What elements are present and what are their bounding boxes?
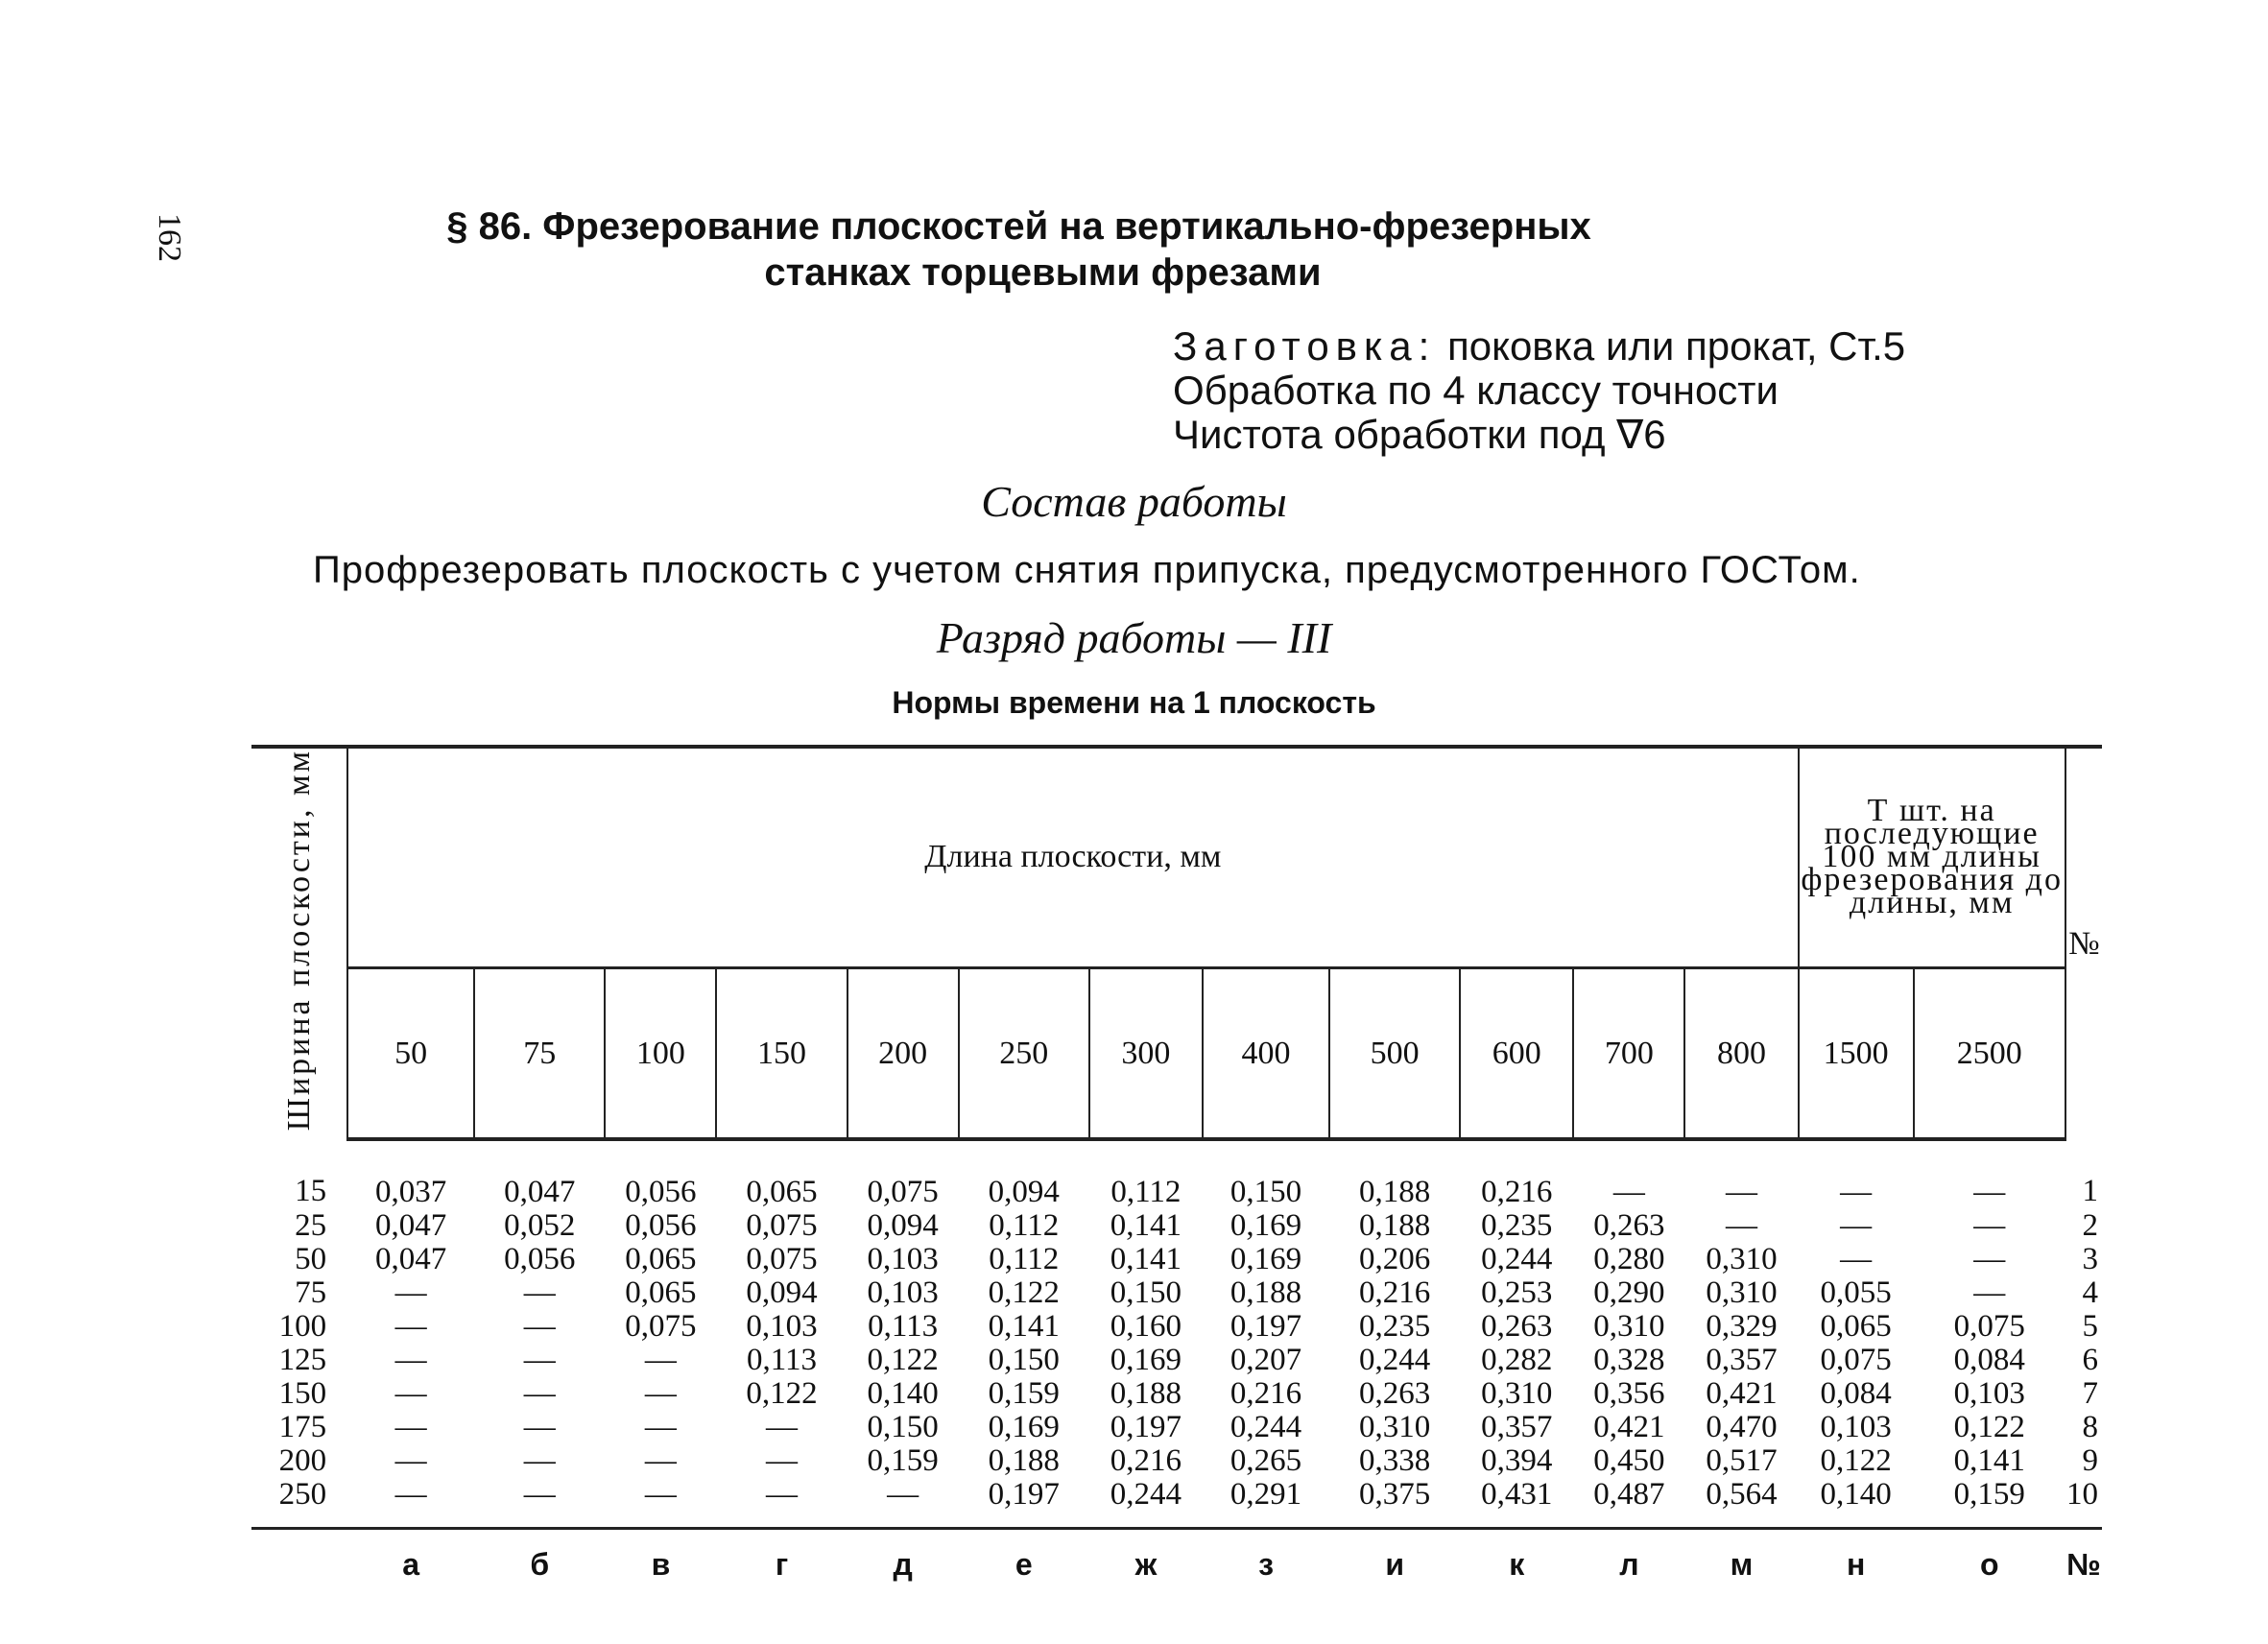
column-letter: в — [651, 1547, 671, 1583]
row-number-cell: 7 — [2082, 1376, 2098, 1412]
value-cell: 0,065 — [625, 1275, 697, 1311]
value-cell: 0,103 — [867, 1242, 939, 1277]
value-cell: — — [347, 1478, 474, 1529]
value-cell: — — [605, 1478, 716, 1529]
value-cell: 0,065 — [625, 1242, 697, 1277]
value-cell: 0,094 — [988, 1175, 1060, 1210]
value-cell: — — [644, 1443, 677, 1479]
value-cell: 0,263 — [1481, 1309, 1553, 1345]
blank-specs — [1173, 324, 1905, 457]
value-cell: 0,188 — [988, 1443, 1060, 1479]
blank-label: Заготовка: — [1173, 323, 1437, 369]
value-cell: 0,235 — [1481, 1208, 1553, 1244]
value-cell: 0,421 — [1706, 1376, 1778, 1412]
value-cell: 0,169 — [1229, 1242, 1302, 1277]
value-cell: 0,244 — [1481, 1242, 1553, 1277]
value-cell: 0,263 — [1359, 1376, 1431, 1412]
value-cell: — — [1840, 1242, 1873, 1277]
number-header: № — [2065, 747, 2102, 1139]
value-cell: 0,160 — [1110, 1309, 1182, 1345]
processing-line: Обработка по 4 классу точности — [1173, 368, 1779, 413]
table-row — [251, 1209, 2102, 1243]
value-cell: 0,122 — [1953, 1410, 2025, 1445]
value-cell: 0,169 — [988, 1410, 1060, 1445]
value-cell: — — [1973, 1242, 2006, 1277]
work-title: Состав работы — [981, 477, 1287, 526]
value-cell: 0,310 — [1593, 1309, 1665, 1345]
value-cell: 0,310 — [1706, 1275, 1778, 1311]
table-row — [251, 1243, 2102, 1276]
value-cell: 0,150 — [988, 1343, 1060, 1378]
value-cell: 0,112 — [1110, 1175, 1182, 1210]
finish-line: Чистота обработки под ∇6 — [1173, 412, 1666, 457]
value-cell: 0,216 — [1359, 1275, 1431, 1311]
length-col-header: 500 — [1329, 967, 1460, 1139]
value-cell: 0,141 — [1110, 1208, 1182, 1244]
value-cell: 0,253 — [1481, 1275, 1553, 1311]
value-cell: 0,216 — [1481, 1175, 1553, 1210]
blank-line — [1173, 324, 1905, 369]
length-col-header: 600 — [1460, 967, 1573, 1139]
length-col-header: 75 — [474, 967, 605, 1139]
value-cell: — — [1973, 1275, 2006, 1311]
column-letter: л — [1619, 1547, 1639, 1583]
row-number-cell: 5 — [2082, 1309, 2098, 1345]
value-cell: 0,122 — [746, 1376, 818, 1412]
width-cell: 50 — [295, 1242, 327, 1277]
value-cell: 0,055 — [1820, 1275, 1892, 1311]
column-letter: ж — [1134, 1547, 1158, 1583]
value-cell: — — [1840, 1175, 1873, 1210]
table-caption: Нормы времени на 1 плоскость — [892, 685, 1376, 720]
value-cell: — — [394, 1275, 427, 1311]
table-row — [251, 1377, 2102, 1411]
value-cell: — — [1973, 1208, 2006, 1244]
value-cell: 0,244 — [1359, 1343, 1431, 1378]
value-cell: 0,047 — [375, 1242, 447, 1277]
value-cell: 0,150 — [867, 1410, 939, 1445]
value-cell: 0,216 — [1110, 1443, 1182, 1479]
value-cell: 0,421 — [1593, 1410, 1665, 1445]
value-cell: 0,103 — [1820, 1410, 1892, 1445]
value-cell: 0,159 — [1914, 1478, 2065, 1529]
length-col-header: 2500 — [1914, 967, 2065, 1139]
width-cell: 125 — [278, 1343, 327, 1378]
value-cell: — — [394, 1376, 427, 1412]
column-letter: н — [1846, 1547, 1866, 1583]
value-cell: 0,075 — [746, 1242, 818, 1277]
value-cell: 0,394 — [1481, 1443, 1553, 1479]
width-cell: 175 — [278, 1410, 327, 1445]
column-letter: о — [1979, 1547, 1999, 1583]
value-cell: 0,037 — [375, 1175, 447, 1210]
length-col-header: 200 — [848, 967, 959, 1139]
value-cell: — — [766, 1443, 799, 1479]
value-cell: 0,197 — [959, 1478, 1089, 1529]
length-col-header: 100 — [605, 967, 716, 1139]
grade-title: Разряд работы — III — [936, 613, 1332, 662]
column-letter: а — [402, 1547, 420, 1583]
value-cell: 0,047 — [504, 1175, 576, 1210]
value-cell: 0,112 — [989, 1208, 1060, 1244]
width-cell: 100 — [278, 1309, 327, 1345]
value-cell: 0,140 — [1799, 1478, 1914, 1529]
value-cell: 0,159 — [988, 1376, 1060, 1412]
value-cell: 0,052 — [504, 1208, 576, 1244]
row-number-cell: 10 — [2065, 1478, 2102, 1529]
value-cell: 0,282 — [1481, 1343, 1553, 1378]
blank-value: поковка или прокат, Ст.5 — [1447, 323, 1906, 369]
value-cell: 0,188 — [1359, 1208, 1431, 1244]
value-cell: 0,150 — [1110, 1275, 1182, 1311]
width-cell: 250 — [251, 1478, 347, 1529]
value-cell: — — [394, 1343, 427, 1378]
row-number-cell: 1 — [2082, 1174, 2098, 1209]
value-cell: 0,084 — [1953, 1343, 2025, 1378]
row-number-cell: 9 — [2082, 1443, 2098, 1479]
table-row — [251, 1444, 2102, 1478]
value-cell: 0,075 — [625, 1309, 697, 1345]
length-col-header: 1500 — [1799, 967, 1914, 1139]
value-cell: 0,150 — [1229, 1175, 1302, 1210]
letters-spacer — [251, 1529, 347, 1584]
value-cell: 0,290 — [1593, 1275, 1665, 1311]
value-cell: — — [523, 1343, 556, 1378]
value-cell: 0,244 — [1089, 1478, 1203, 1529]
value-cell: 0,056 — [504, 1242, 576, 1277]
width-cell: 25 — [295, 1208, 327, 1244]
row-number-cell: 6 — [2082, 1343, 2098, 1378]
heading-line-2: станках торцевыми фрезами — [764, 251, 1322, 294]
value-cell: 0,084 — [1820, 1376, 1892, 1412]
value-cell: 0,169 — [1110, 1343, 1182, 1378]
table-row — [251, 1276, 2102, 1310]
value-cell: 0,113 — [747, 1343, 818, 1378]
value-cell: 0,357 — [1481, 1410, 1553, 1445]
column-letter: г — [775, 1547, 789, 1583]
value-cell: 0,075 — [746, 1208, 818, 1244]
column-letter: д — [893, 1547, 913, 1583]
length-col-header: 700 — [1573, 967, 1684, 1139]
width-cell: 150 — [278, 1376, 327, 1412]
value-cell: 0,075 — [867, 1175, 939, 1210]
column-letter: и — [1385, 1547, 1404, 1583]
value-cell: 0,188 — [1110, 1376, 1182, 1412]
value-cell: — — [523, 1376, 556, 1412]
row-number-cell: 8 — [2082, 1410, 2098, 1445]
value-cell: — — [523, 1443, 556, 1479]
length-col-header: 300 — [1089, 967, 1203, 1139]
value-cell: — — [523, 1275, 556, 1311]
table-row — [251, 1139, 2102, 1209]
width-header-label: Ширина плоскости, мм — [280, 749, 317, 1132]
footer-number-label: № — [2066, 1547, 2101, 1583]
length-col-header: 250 — [959, 967, 1089, 1139]
value-cell: — — [848, 1478, 959, 1529]
length-col-header: 50 — [347, 967, 474, 1139]
value-cell: 0,140 — [867, 1376, 939, 1412]
value-cell: — — [1726, 1208, 1757, 1244]
value-cell: — — [1726, 1175, 1757, 1210]
value-cell: 0,338 — [1359, 1443, 1431, 1479]
value-cell: 0,431 — [1460, 1478, 1573, 1529]
value-cell: — — [1973, 1175, 2006, 1210]
table-body — [251, 1139, 2102, 1529]
value-cell: 0,216 — [1229, 1376, 1302, 1412]
value-cell: — — [394, 1410, 427, 1445]
section-heading — [0, 203, 2268, 296]
value-cell: 0,103 — [746, 1309, 818, 1345]
value-cell: 0,470 — [1706, 1410, 1778, 1445]
value-cell: 0,235 — [1359, 1309, 1431, 1345]
value-cell: 0,487 — [1573, 1478, 1684, 1529]
value-cell: 0,265 — [1229, 1443, 1302, 1479]
value-cell: 0,375 — [1329, 1478, 1460, 1529]
value-cell: 0,263 — [1593, 1208, 1665, 1244]
value-cell: — — [644, 1410, 677, 1445]
value-cell: 0,310 — [1481, 1376, 1553, 1412]
width-cell: 15 — [295, 1174, 327, 1209]
length-values-row — [251, 967, 2102, 1139]
value-cell: 0,047 — [375, 1208, 447, 1244]
value-cell: 0,056 — [625, 1208, 697, 1244]
column-letters-row — [251, 1529, 2102, 1584]
value-cell: — — [644, 1376, 677, 1412]
value-cell: 0,280 — [1593, 1242, 1665, 1277]
value-cell: 0,564 — [1684, 1478, 1798, 1529]
value-cell: 0,103 — [867, 1275, 939, 1311]
value-cell: 0,356 — [1593, 1376, 1665, 1412]
column-letter: б — [530, 1547, 550, 1583]
value-cell: 0,075 — [1953, 1309, 2025, 1345]
value-cell: 0,112 — [989, 1242, 1060, 1277]
value-cell: 0,075 — [1820, 1343, 1892, 1378]
value-cell: 0,065 — [746, 1175, 818, 1210]
length-col-header: 800 — [1684, 967, 1798, 1139]
column-letter: з — [1258, 1547, 1274, 1583]
column-letter: к — [1509, 1547, 1525, 1583]
value-cell: 0,310 — [1359, 1410, 1431, 1445]
value-cell: — — [394, 1309, 427, 1345]
value-cell: 0,328 — [1593, 1343, 1665, 1378]
table-row — [251, 1344, 2102, 1377]
length-col-header: 400 — [1203, 967, 1329, 1139]
row-number-cell: 3 — [2082, 1242, 2098, 1277]
value-cell: 0,188 — [1359, 1175, 1431, 1210]
table-row — [251, 1411, 2102, 1444]
page-number: 162 — [152, 213, 187, 262]
norms-table — [251, 745, 2102, 1584]
value-cell: 0,329 — [1706, 1309, 1778, 1345]
length-header: Длина плоскости, мм — [347, 747, 1798, 967]
value-cell: — — [394, 1443, 427, 1479]
length-col-header: 150 — [716, 967, 847, 1139]
value-cell: 0,207 — [1229, 1343, 1302, 1378]
value-cell: 0,197 — [1110, 1410, 1182, 1445]
column-letter: е — [1015, 1547, 1033, 1583]
value-cell: 0,206 — [1359, 1242, 1431, 1277]
width-cell: 75 — [295, 1275, 327, 1311]
value-cell: — — [474, 1478, 605, 1529]
value-cell: 0,141 — [1110, 1242, 1182, 1277]
value-cell: 0,141 — [988, 1309, 1060, 1345]
value-cell: 0,122 — [1820, 1443, 1892, 1479]
width-header — [251, 747, 347, 1139]
value-cell: 0,244 — [1229, 1410, 1302, 1445]
row-number-cell: 2 — [2082, 1208, 2098, 1244]
value-cell: 0,122 — [867, 1343, 939, 1378]
value-cell: — — [766, 1410, 799, 1445]
value-cell: 0,169 — [1229, 1208, 1302, 1244]
value-cell: 0,188 — [1229, 1275, 1302, 1311]
value-cell: 0,122 — [988, 1275, 1060, 1311]
column-letter: м — [1730, 1547, 1754, 1583]
work-text: Профрезеровать плоскость с учетом снятия припуска, предусмотренного ГОСТом. — [313, 549, 1861, 591]
extra-length-header: Т шт. на последующие 100 мм длины фрезерования до длины, мм — [1799, 747, 2065, 967]
value-cell: 0,197 — [1229, 1309, 1302, 1345]
value-cell: — — [1612, 1175, 1645, 1210]
value-cell: 0,310 — [1706, 1242, 1778, 1277]
value-cell: 0,065 — [1820, 1309, 1892, 1345]
value-cell: 0,094 — [746, 1275, 818, 1311]
table-row — [251, 1478, 2102, 1529]
heading-line-1: § 86. Фрезерование плоскостей на вертикально-фрезерных — [446, 205, 1591, 248]
value-cell: 0,103 — [1953, 1376, 2025, 1412]
value-cell: 0,056 — [625, 1175, 697, 1210]
value-cell: 0,357 — [1706, 1343, 1778, 1378]
value-cell: — — [523, 1309, 556, 1345]
width-cell: 200 — [278, 1443, 327, 1479]
value-cell: 0,113 — [868, 1309, 939, 1345]
value-cell: — — [1840, 1208, 1873, 1244]
value-cell: — — [523, 1410, 556, 1445]
value-cell: — — [644, 1343, 677, 1378]
value-cell: 0,450 — [1593, 1443, 1665, 1479]
value-cell: — — [716, 1478, 847, 1529]
value-cell: 0,517 — [1706, 1443, 1778, 1479]
value-cell: 0,159 — [867, 1443, 939, 1479]
row-number-cell: 4 — [2082, 1275, 2098, 1311]
table-row — [251, 1310, 2102, 1344]
value-cell: 0,141 — [1953, 1443, 2025, 1479]
value-cell: 0,094 — [867, 1208, 939, 1244]
value-cell: 0,291 — [1203, 1478, 1329, 1529]
